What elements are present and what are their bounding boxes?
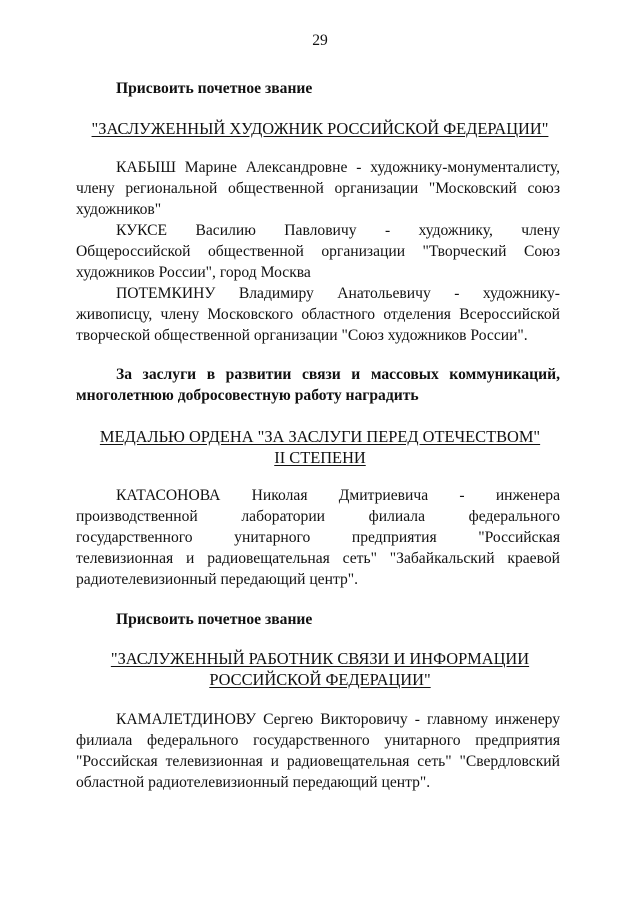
entry-kukse-line-3: художников России", город Москва (76, 264, 311, 281)
entry-katasonov-line-3: государственного унитарного предприятия "Российская (76, 529, 560, 546)
entry-potemkin-line-1: ПОТЕМКИНУ Владимиру Анатольевичу - художнику- (116, 285, 560, 302)
section-2-instruction (76, 364, 560, 406)
entry-kabysh-line-3: художников" (76, 201, 162, 218)
entry-katasonov-line-4: телевизионная и радиовещательная сеть" "Забайкальский краевой (76, 550, 560, 567)
entry-kukse (76, 220, 560, 283)
entry-kamaletdinov-line-4: областной радиотелевизионный передающий центр". (76, 774, 431, 791)
entry-kamaletdinov-line-2: филиала федерального государственного унитарного предприятия (76, 732, 560, 749)
section-1-instruction: Присвоить почетное звание (116, 80, 313, 97)
entry-katasonov-line-5: радиотелевизионный передающий центр". (76, 571, 359, 588)
section-2-title-line-2: II СТЕПЕНИ (274, 448, 366, 467)
section-2-instruction-line-1: За заслуги в развитии связи и массовых коммуникаций, (116, 366, 560, 383)
section-2-title-line-1: МЕДАЛЬЮ ОРДЕНА "ЗА ЗАСЛУГИ ПЕРЕД ОТЕЧЕСТВОМ" (99, 427, 541, 446)
section-3-title-line-2: РОССИЙСКОЙ ФЕДЕРАЦИИ" (209, 670, 431, 689)
entry-katasonov-line-2: производственной лаборатории филиала федерального (76, 508, 560, 525)
entry-kamaletdinov-line-1: КАМАЛЕТДИНОВУ Сергею Викторовичу - главному инженеру (116, 711, 560, 728)
section-2-instruction-line-2: многолетнюю добросовестную работу наградить (76, 387, 419, 404)
entry-kukse-line-2: Общероссийской общественной организации "Творческий Союз (76, 243, 560, 260)
entry-kamaletdinov (76, 709, 560, 793)
entry-potemkin (76, 283, 560, 346)
entry-potemkin-line-2: живописцу, члену Московского областного отделения Всероссийской (76, 306, 560, 323)
page-number: 29 (312, 32, 328, 49)
section-1-title-line-1: "ЗАСЛУЖЕННЫЙ ХУДОЖНИК РОССИЙСКОЙ ФЕДЕРАЦИИ" (91, 119, 549, 138)
entry-kabysh-line-1: КАБЫШ Марине Александровне - художнику-монументалисту, (116, 159, 560, 176)
entry-katasonov-line-1: КАТАСОНОВА Николая Дмитриевича - инженера (116, 487, 560, 504)
entry-katasonov (76, 485, 560, 590)
section-3-instruction: Присвоить почетное звание (116, 611, 313, 628)
section-2-title (0, 426, 640, 468)
entry-potemkin-line-3: творческой общественной организации "Союз художников России". (76, 327, 528, 344)
entry-kabysh-line-2: члену региональной общественной организации "Московский союз (76, 180, 560, 197)
section-1-title (0, 118, 640, 139)
entry-kukse-line-1: КУКСЕ Василию Павловичу - художнику, члену (116, 222, 560, 239)
entry-kamaletdinov-line-3: "Российская телевизионная и радиовещательная сеть" "Свердловский (76, 753, 560, 770)
section-3-title (0, 648, 640, 690)
section-3-title-line-1: "ЗАСЛУЖЕННЫЙ РАБОТНИК СВЯЗИ И ИНФОРМАЦИИ (110, 649, 530, 668)
entry-kabysh (76, 157, 560, 220)
